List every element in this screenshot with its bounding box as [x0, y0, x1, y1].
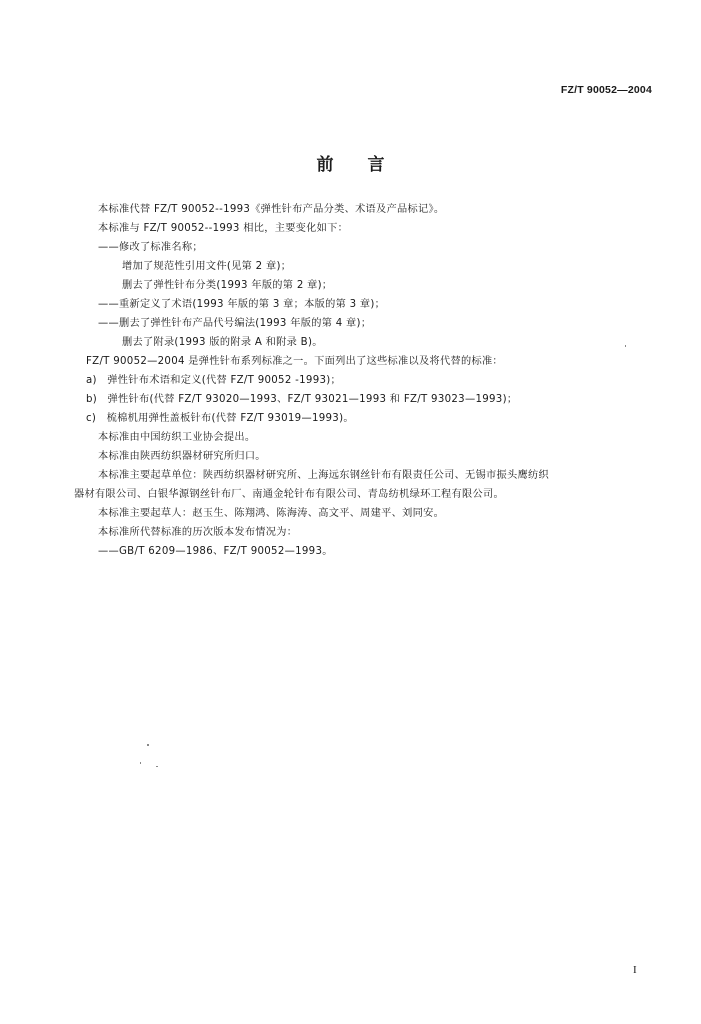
para-history-item: ——GB/T 6209—1986、FZ/T 90052—1993。 [98, 546, 333, 557]
series-item: b) 弹性针布(代替 FZ/T 93020—1993、FZ/T 93021—1993 和 FZ/T 93023—1993)； [86, 394, 518, 405]
page-number: I [633, 964, 637, 976]
para-series: FZ/T 90052—2004 是弹性针布系列标准之一。下面列出了这些标准以及将代替的标准： [86, 356, 503, 367]
para-proposed-by: 本标准由中国纺织工业协会提出。 [98, 432, 256, 443]
scan-speck [147, 744, 149, 746]
para-drafters: 本标准主要起草人：赵玉生、陈翔鸿、陈海涛、高文平、周建平、刘同安。 [98, 508, 445, 519]
standard-code: FZ/T 90052—2004 [560, 84, 652, 96]
page-title: 前 言 [316, 155, 385, 175]
change-item: ——重新定义了术语(1993 年版的第 3 章；本版的第 3 章)； [98, 299, 386, 310]
change-item: ——修改了标准名称； [98, 242, 203, 253]
change-item: ——删去了弹性针布产品代号编法(1993 年版的第 4 章)； [98, 318, 372, 329]
para-history-intro: 本标准所代替标准的历次版本发布情况为： [98, 527, 298, 538]
scan-speck [140, 762, 141, 764]
para-centralized-by: 本标准由陕西纺织器材研究所归口。 [98, 451, 266, 462]
para-changes-intro: 本标准与 FZ/T 90052--1993 相比，主要变化如下： [98, 223, 349, 234]
change-item: 删去了附录(1993 版的附录 A 和附录 B)。 [122, 337, 323, 348]
change-item: 删去了弹性针布分类(1993 年版的第 2 章)； [122, 280, 333, 291]
para-drafting-units-cont: 器材有限公司、白银华源钢丝针布厂、南通金轮针布有限公司、青岛纺机绿环工程有限公司。 [74, 489, 504, 500]
change-item: 增加了规范性引用文件(见第 2 章)； [122, 261, 292, 272]
para-replaces: 本标准代替 FZ/T 90052--1993《弹性针布产品分类、术语及产品标记》。 [98, 204, 445, 215]
scan-speck [156, 766, 158, 767]
scan-speck [625, 345, 626, 347]
para-drafting-units: 本标准主要起草单位：陕西纺织器材研究所、上海远东钢丝针布有限责任公司、无锡市振头鹰纺织 [98, 470, 549, 481]
series-item: a) 弹性针布术语和定义(代替 FZ/T 90052 -1993)； [86, 375, 342, 386]
series-item: c) 梳棉机用弹性盖板针布(代替 FZ/T 93019—1993)。 [86, 413, 354, 424]
